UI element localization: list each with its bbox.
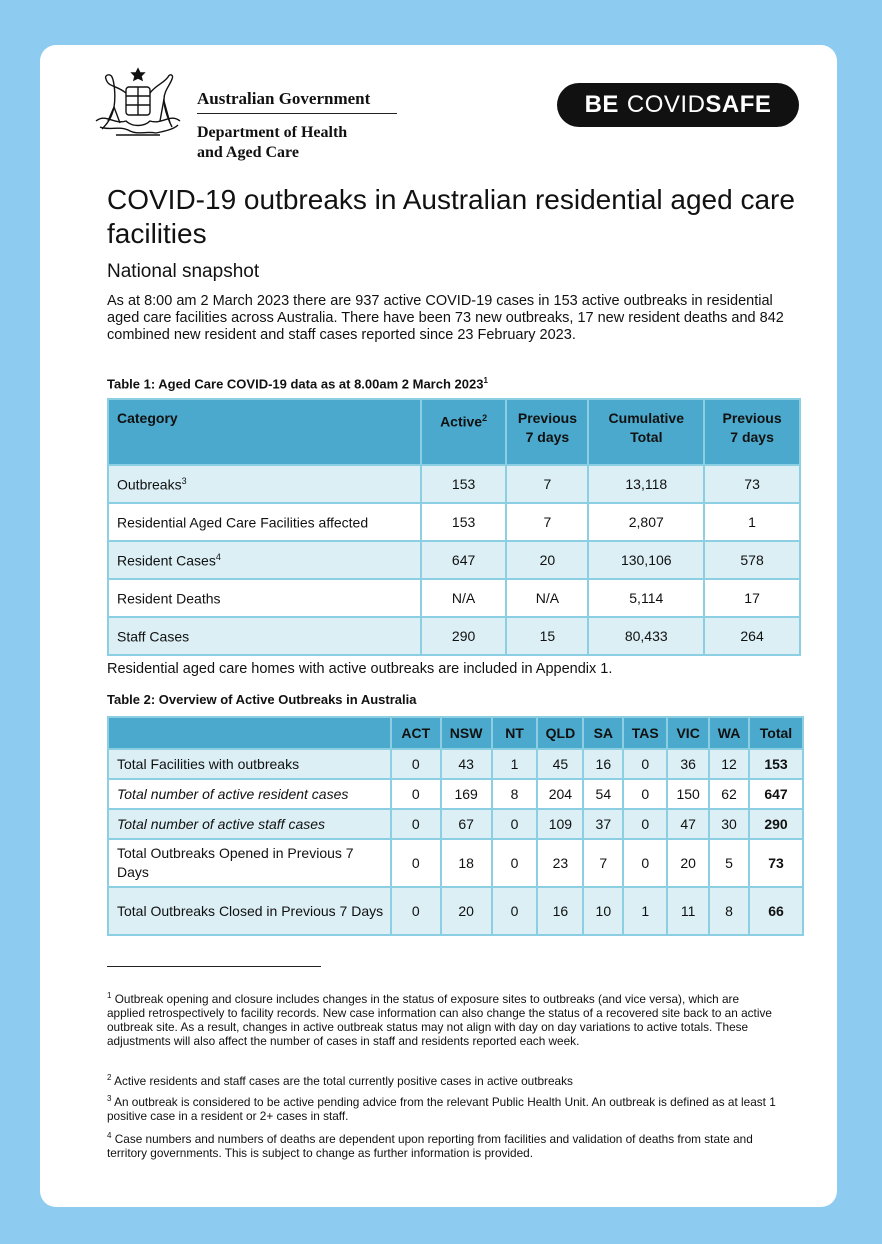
table2-header-cell: SA: [583, 717, 623, 749]
table-cell: 1: [704, 503, 800, 541]
table1-caption-sup: 1: [483, 376, 488, 385]
table1-header-prev7b-line2: 7 days: [730, 429, 774, 445]
table-cell: 18: [441, 839, 492, 887]
table-cell: 0: [623, 839, 667, 887]
table2-header-blank: [108, 717, 391, 749]
table-cell: 578: [704, 541, 800, 579]
table-row: [108, 617, 800, 655]
table2-header-cell: TAS: [623, 717, 667, 749]
table1-header-prev7-line1: Previous: [517, 410, 577, 426]
page-subtitle: National snapshot: [107, 261, 260, 282]
table-row: [108, 541, 800, 579]
table2-header-cell: NT: [492, 717, 538, 749]
table-cell: 54: [583, 779, 623, 809]
footnote-3: [107, 1092, 777, 1123]
table-cell: 67: [441, 809, 492, 839]
table-cell: 0: [391, 749, 441, 779]
table-cell: 11: [667, 887, 709, 935]
cell-text: Resident Cases: [117, 552, 216, 569]
table-cell: 36: [667, 749, 709, 779]
table-cell: 264: [704, 617, 800, 655]
table-cell: 0: [492, 887, 538, 935]
footnote-divider: [107, 966, 321, 967]
table-cell: 16: [537, 887, 583, 935]
badge-covid: COVID: [626, 91, 706, 118]
footnote-number: 1: [107, 991, 112, 1000]
table-cell: 0: [623, 779, 667, 809]
intro-paragraph: As at 8:00 am 2 March 2023 there are 937 active COVID-19 cases in 153 active outbreaks in residential aged care facilities across Australia. There have been 73 new outbreaks, 17 new resident deaths and 842 combined new resident and staff cases reported since 23 February 2023.: [107, 293, 784, 343]
badge-safe: SAFE: [705, 91, 772, 118]
footnote-number: 2: [107, 1073, 112, 1082]
table-cell: 169: [441, 779, 492, 809]
footnote-number: 4: [107, 1131, 112, 1140]
table-cell: N/A: [506, 579, 588, 617]
footnote-1: [107, 989, 777, 1048]
table-cell: 5: [709, 839, 749, 887]
table2-header-cell: ACT: [391, 717, 441, 749]
table-cell: 13,118: [588, 465, 704, 503]
department-name: [197, 123, 427, 163]
table-cell-label: Total Outbreaks Opened in Previous 7 Days: [108, 839, 391, 887]
cell-text: Staff Cases: [117, 628, 190, 645]
table-cell: 2,807: [588, 503, 704, 541]
table2-header-cell: QLD: [537, 717, 583, 749]
cell-text: Resident Deaths: [117, 590, 221, 607]
table-cell: 10: [583, 887, 623, 935]
footnote-text: An outbreak is considered to be active pending advice from the relevant Public Health Unit. An outbreak is defined as at least 1 positive case in a resident or 2+ cases in staff.: [107, 1094, 776, 1123]
table-cell-total: 66: [749, 887, 803, 935]
table1-header-active-sup: 2: [482, 413, 488, 423]
table-cell-category: [108, 541, 421, 579]
table-cell: 0: [391, 887, 441, 935]
table-cell: 80,433: [588, 617, 704, 655]
table-cell: 153: [421, 503, 507, 541]
table-row: [108, 887, 803, 935]
government-name: Australian Government: [197, 89, 397, 114]
table-cell: 20: [506, 541, 588, 579]
cell-text: Outbreaks: [117, 476, 182, 493]
footnote-2: [107, 1071, 777, 1088]
footnote-4: [107, 1129, 777, 1160]
table2-header-cell: NSW: [441, 717, 492, 749]
coat-of-arms-icon: [86, 65, 190, 147]
table-cell: 43: [441, 749, 492, 779]
table-cell: 204: [537, 779, 583, 809]
table-cell: 20: [441, 887, 492, 935]
table1-header-cum-line2: Total: [630, 429, 663, 445]
table-cell: 647: [421, 541, 507, 579]
table-row: [108, 503, 800, 541]
table-cell: 8: [492, 779, 538, 809]
table-cell: 153: [421, 465, 507, 503]
table-cell: 17: [704, 579, 800, 617]
footnote-number: 3: [107, 1094, 112, 1103]
be-covidsafe-badge: [557, 83, 799, 127]
table1-header-previous-7-days: [506, 399, 588, 465]
table1-header-active: [421, 399, 507, 465]
table1-header-cumulative-total: [588, 399, 704, 465]
table-cell-category: [108, 465, 421, 503]
table-cell: 1: [492, 749, 538, 779]
table-cell: 109: [537, 809, 583, 839]
table-row: [108, 809, 803, 839]
table-cell: 0: [492, 809, 538, 839]
page-title: COVID-19 outbreaks in Australian residential aged care facilities: [107, 184, 795, 249]
footnote-text: Active residents and staff cases are the total currently positive cases in active outbreaks: [114, 1073, 573, 1088]
table-cell: 1: [623, 887, 667, 935]
table-cell-label: Total number of active resident cases: [108, 779, 391, 809]
table-cell: 20: [667, 839, 709, 887]
cell-sup: 3: [181, 475, 187, 486]
table-cell: 0: [391, 809, 441, 839]
table-cell: 0: [623, 749, 667, 779]
appendix-note: Residential aged care homes with active outbreaks are included in Appendix 1.: [107, 661, 613, 677]
table-cell: 23: [537, 839, 583, 887]
table-cell: 73: [704, 465, 800, 503]
table-cell-total: 647: [749, 779, 803, 809]
table1-caption: [107, 376, 488, 391]
active-outbreaks-table: [107, 716, 804, 936]
table-cell: 8: [709, 887, 749, 935]
table-row: [108, 779, 803, 809]
table2-header-cell: WA: [709, 717, 749, 749]
footnote-text: Outbreak opening and closure includes changes in the status of exposure sites to outbreaks (and vice versa), which are applied retrospectively to facility records. New case information can also change the status of a recovered site back to an active outbreak site. As a result, changes in active outbreak status may not align with day on day variations to active totals. These adjustments will also affect the number of cases in staff and residents reported each week.: [107, 991, 772, 1048]
table2-header-cell: Total: [749, 717, 803, 749]
table-cell-label: Total Outbreaks Closed in Previous 7 Days: [108, 887, 391, 935]
table2-header-row: [108, 717, 803, 749]
table-cell: 130,106: [588, 541, 704, 579]
table-cell-total: 290: [749, 809, 803, 839]
badge-be: BE: [584, 91, 619, 118]
table-cell: 30: [709, 809, 749, 839]
table-cell-total: 153: [749, 749, 803, 779]
table-row: [108, 749, 803, 779]
table-cell: 47: [667, 809, 709, 839]
table-cell: 37: [583, 809, 623, 839]
table-cell: 12: [709, 749, 749, 779]
cell-text: Residential Aged Care Facilities affected: [117, 514, 369, 531]
table-cell: 290: [421, 617, 507, 655]
footnote-text: Case numbers and numbers of deaths are dependent upon reporting from facilities and validation of deaths from state and territory governments. This is subject to change as further information is provided.: [107, 1131, 753, 1160]
table-cell: 0: [623, 809, 667, 839]
table-row: [108, 839, 803, 887]
table-cell: 0: [391, 839, 441, 887]
aged-care-data-table: [107, 398, 801, 656]
table-cell-category: [108, 617, 421, 655]
table-cell: 7: [583, 839, 623, 887]
table2-caption: Table 2: Overview of Active Outbreaks in Australia: [107, 692, 417, 707]
table-row: [108, 579, 800, 617]
table-cell-total: 73: [749, 839, 803, 887]
table1-header-category: Category: [108, 399, 421, 465]
table1-caption-text: Table 1: Aged Care COVID-19 data as at 8.00am 2 March 2023: [107, 376, 484, 392]
table-cell: 15: [506, 617, 588, 655]
table1-header-previous-7-days-cumulative: [704, 399, 800, 465]
department-name-line1: Department of Health: [197, 124, 348, 141]
table1-header-row: [108, 399, 800, 465]
table-cell: 16: [583, 749, 623, 779]
table2-header-cell: VIC: [667, 717, 709, 749]
table1-header-prev7-line2: 7 days: [525, 429, 570, 445]
document-page: [40, 45, 837, 1207]
table-cell: 45: [537, 749, 583, 779]
table-cell-label: Total number of active staff cases: [108, 809, 391, 839]
table-cell: 5,114: [588, 579, 704, 617]
cell-sup: 4: [215, 551, 221, 562]
table-cell: N/A: [421, 579, 507, 617]
table-cell-label: Total Facilities with outbreaks: [108, 749, 391, 779]
department-name-line2: and Aged Care: [197, 144, 299, 161]
table-cell: 150: [667, 779, 709, 809]
table1-header-active-text: Active: [440, 413, 483, 430]
table1-header-prev7b-line1: Previous: [722, 410, 782, 426]
table-cell: 7: [506, 465, 588, 503]
table-cell: 0: [492, 839, 538, 887]
table1-header-cum-line1: Cumulative: [608, 410, 684, 426]
table-cell: 7: [506, 503, 588, 541]
table-row: [108, 465, 800, 503]
table-cell-category: [108, 579, 421, 617]
table-cell: 62: [709, 779, 749, 809]
table-cell-category: [108, 503, 421, 541]
table-cell: 0: [391, 779, 441, 809]
